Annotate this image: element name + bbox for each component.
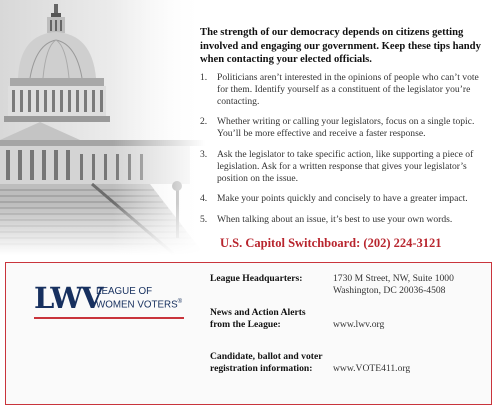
tip-text: Politicians aren’t interested in the opinions of people who can’t vote for them. Identify yourself as a constituent of the legislator you’re contacting. — [217, 72, 479, 107]
tip-number: 2. — [200, 116, 208, 128]
intro-heading: The strength of our democracy depends on citizens getting involved and engaging our government. Keep these tips handy when contacting your elected officials. — [200, 27, 481, 65]
tip-text: Ask the legislator to take specific action, like supporting a piece of legislation. Ask for a written response that gives your legislator’s position on the issue. — [217, 148, 474, 184]
tip-number: 1. — [200, 72, 208, 83]
voter-info-label-line-2: registration information: — [210, 362, 313, 374]
address-line-2: Washington, DC 20036-4508 — [333, 284, 446, 296]
tip-text: Make your points quickly and concisely to have a greater impact. — [217, 193, 468, 205]
address-line-1: 1730 M Street, NW, Suite 1000 — [333, 273, 454, 284]
tip-number: 5. — [200, 214, 208, 226]
lwv-logo-wordmark — [96, 286, 226, 310]
tip-item — [200, 116, 490, 140]
tip-text: When talking about an issue, it’s best to use your own words. — [217, 214, 453, 226]
logo-line-1: LEAGUE OF — [96, 286, 153, 297]
capitol-switchboard-phone: U.S. Capitol Switchboard: (202) 224-3121 — [220, 236, 442, 250]
tip-item — [200, 214, 490, 226]
tip-text: Whether writing or calling your legislators, focus on a single topic. You’ll be more effective and receive a faster response. — [217, 116, 475, 140]
voter-info-label-line-1: Candidate, ballot and voter — [210, 351, 323, 362]
news-alerts-label-line-1: News and Action Alerts — [210, 307, 306, 318]
registered-mark: ® — [177, 299, 183, 305]
capitol-building-image — [0, 0, 208, 255]
vote411-website-link[interactable]: www.VOTE411.org — [333, 363, 411, 374]
news-alerts-label — [210, 307, 306, 330]
headquarters-label: League Headquarters: — [210, 273, 303, 284]
headquarters-address — [333, 273, 454, 296]
logo-rule — [34, 317, 184, 319]
voter-info-label — [210, 351, 322, 374]
tips-list — [200, 72, 490, 235]
logo-line-2: WOMEN VOTERS — [96, 299, 178, 311]
tip-item — [200, 193, 490, 205]
tip-number: 4. — [200, 193, 208, 205]
tip-number: 3. — [200, 148, 208, 160]
tip-item — [200, 72, 490, 107]
news-alerts-label-line-2: from the League: — [210, 318, 281, 330]
tip-item — [200, 149, 490, 184]
contact-info-box — [5, 262, 492, 405]
lwv-website-link[interactable]: www.lwv.org — [333, 319, 385, 330]
lwv-logo-letters: LWV — [34, 281, 102, 315]
